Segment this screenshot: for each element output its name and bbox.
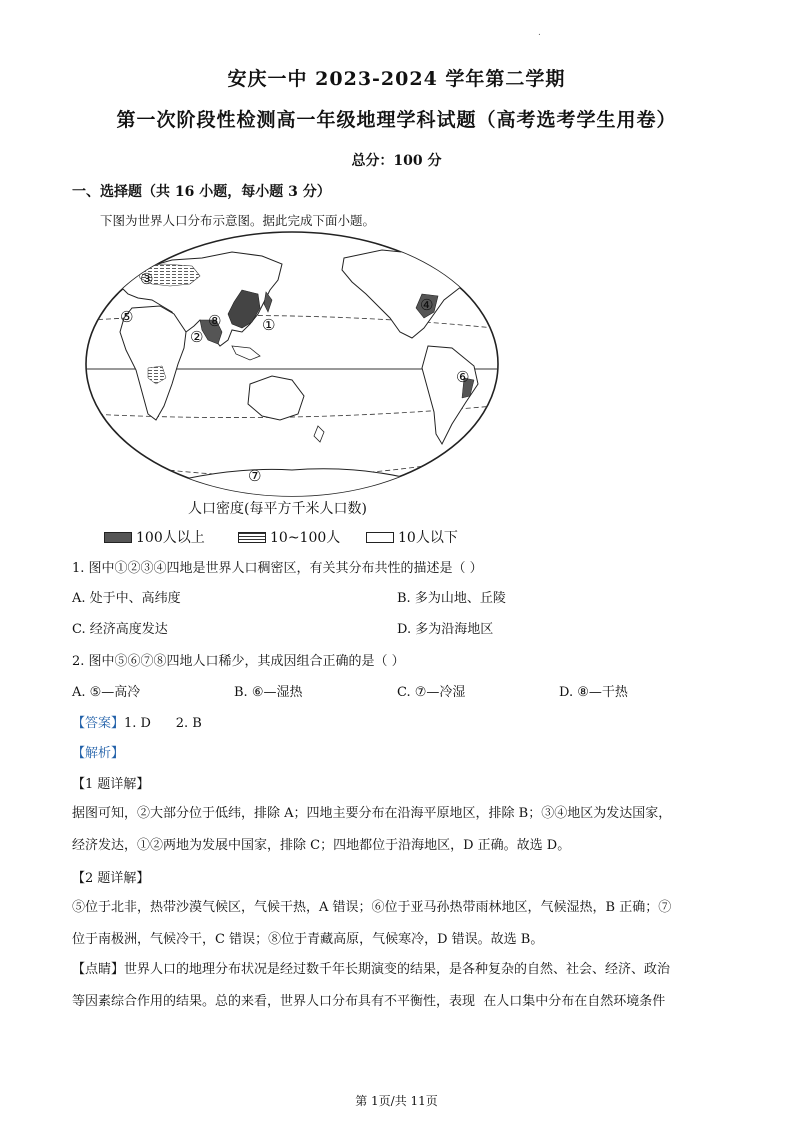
map-marker-8: ⑧ (208, 312, 222, 330)
legend-label-medium: 10~100人 (270, 530, 341, 546)
section-heading: 一、选择题（共 16 小题，每小题 3 分） (72, 184, 331, 200)
legend-label-low: 10人以下 (398, 530, 458, 546)
detail-2-heading: 【2 题详解】 (72, 871, 150, 886)
analysis-label: 【解析】 (72, 746, 125, 761)
legend-swatch-hatch (238, 532, 266, 543)
world-population-map (82, 228, 502, 500)
detail-1-text (72, 798, 722, 862)
map-marker-5: ⑤ (120, 308, 134, 326)
total-score: 总分：100 分 (351, 153, 442, 169)
map-marker-4: ④ (420, 296, 434, 314)
tip-line-1 (72, 954, 722, 986)
legend-swatch-empty (366, 532, 394, 543)
detail-2-text (72, 892, 722, 956)
tip-line-1-text: 世界人口的地理分布状况是经过数千年长期演变的结果，是各种复杂的自然、社会、经济、政治 (124, 962, 671, 977)
answer-label: 【答案】 (72, 716, 125, 731)
corner-mark: . (538, 28, 541, 38)
question-2-option-d: D. ⑧—干热 (559, 685, 628, 700)
tip-line-2: 等因素综合作用的结果。总的来看，世界人口分布具有不平衡性，表现 在人口集中分布在自然环境条件 (72, 994, 666, 1009)
question-intro: 下图为世界人口分布示意图。据此完成下面小题。 (100, 213, 376, 228)
page-footer: 第 1页/共 11页 (355, 1094, 438, 1108)
detail-2-line-1: ⑤位于北非，热带沙漠气候区，气候干热，A 错误；⑥位于亚马孙热带雨林地区，气候湿热，B 正确；⑦ (72, 900, 672, 915)
question-1-option-b: B. 多为山地、丘陵 (397, 591, 506, 606)
answer-row (72, 712, 202, 731)
tip-paragraph (72, 954, 722, 1018)
legend-item-low (366, 527, 458, 547)
legend-swatch-dark (104, 532, 132, 543)
greenland (438, 242, 474, 268)
exam-title-line2: 第一次阶段性检测高一年级地理学科试题（高考选考学生用卷） (116, 109, 677, 131)
question-2-option-c: C. ⑦—冷湿 (397, 685, 466, 700)
exam-title-line1: 安庆一中 2023-2024 学年第二学期 (227, 68, 566, 90)
question-2-option-a: A. ⑤—高冷 (72, 685, 141, 700)
question-1-option-c: C. 经济高度发达 (72, 622, 168, 637)
legend-label-high: 100人以上 (136, 530, 205, 546)
map-marker-3: ③ (140, 270, 154, 288)
map-marker-1: ① (262, 316, 276, 334)
question-1-option-a: A. 处于中、高纬度 (72, 591, 181, 606)
map-legend-title: 人口密度(每平方千米人口数) (188, 501, 367, 517)
legend-item-high (104, 527, 205, 547)
legend-item-medium (238, 527, 340, 547)
tip-label: 【点睛】 (72, 962, 125, 977)
detail-1-heading: 【1 题详解】 (72, 777, 150, 792)
map-marker-7: ⑦ (248, 467, 262, 485)
question-1-stem: 1. 图中①②③④四地是世界人口稠密区，有关其分布共性的描述是（ ） (72, 561, 483, 576)
map-marker-6: ⑥ (456, 368, 470, 386)
detail-1-line-2: 经济发达，①②两地为发展中国家，排除 C；四地都位于沿海地区，D 正确。故选 D。 (72, 838, 571, 853)
question-1-option-d: D. 多为沿海地区 (397, 622, 494, 637)
detail-1-line-1: 据图可知，②大部分位于低纬，排除 A；四地主要分布在沿海平原地区，排除 B；③④地区为发达国家， (72, 806, 672, 821)
map-marker-2: ② (190, 328, 204, 346)
question-2-option-b: B. ⑥—湿热 (234, 685, 303, 700)
question-2-stem: 2. 图中⑤⑥⑦⑧四地人口稀少，其成因组合正确的是（ ） (72, 654, 405, 669)
detail-2-line-2: 位于南极洲，气候冷干，C 错误；⑧位于青藏高原，气候寒冷，D 错误。故选 B。 (72, 932, 544, 947)
answer-value: 1. D 2. B (124, 716, 202, 731)
